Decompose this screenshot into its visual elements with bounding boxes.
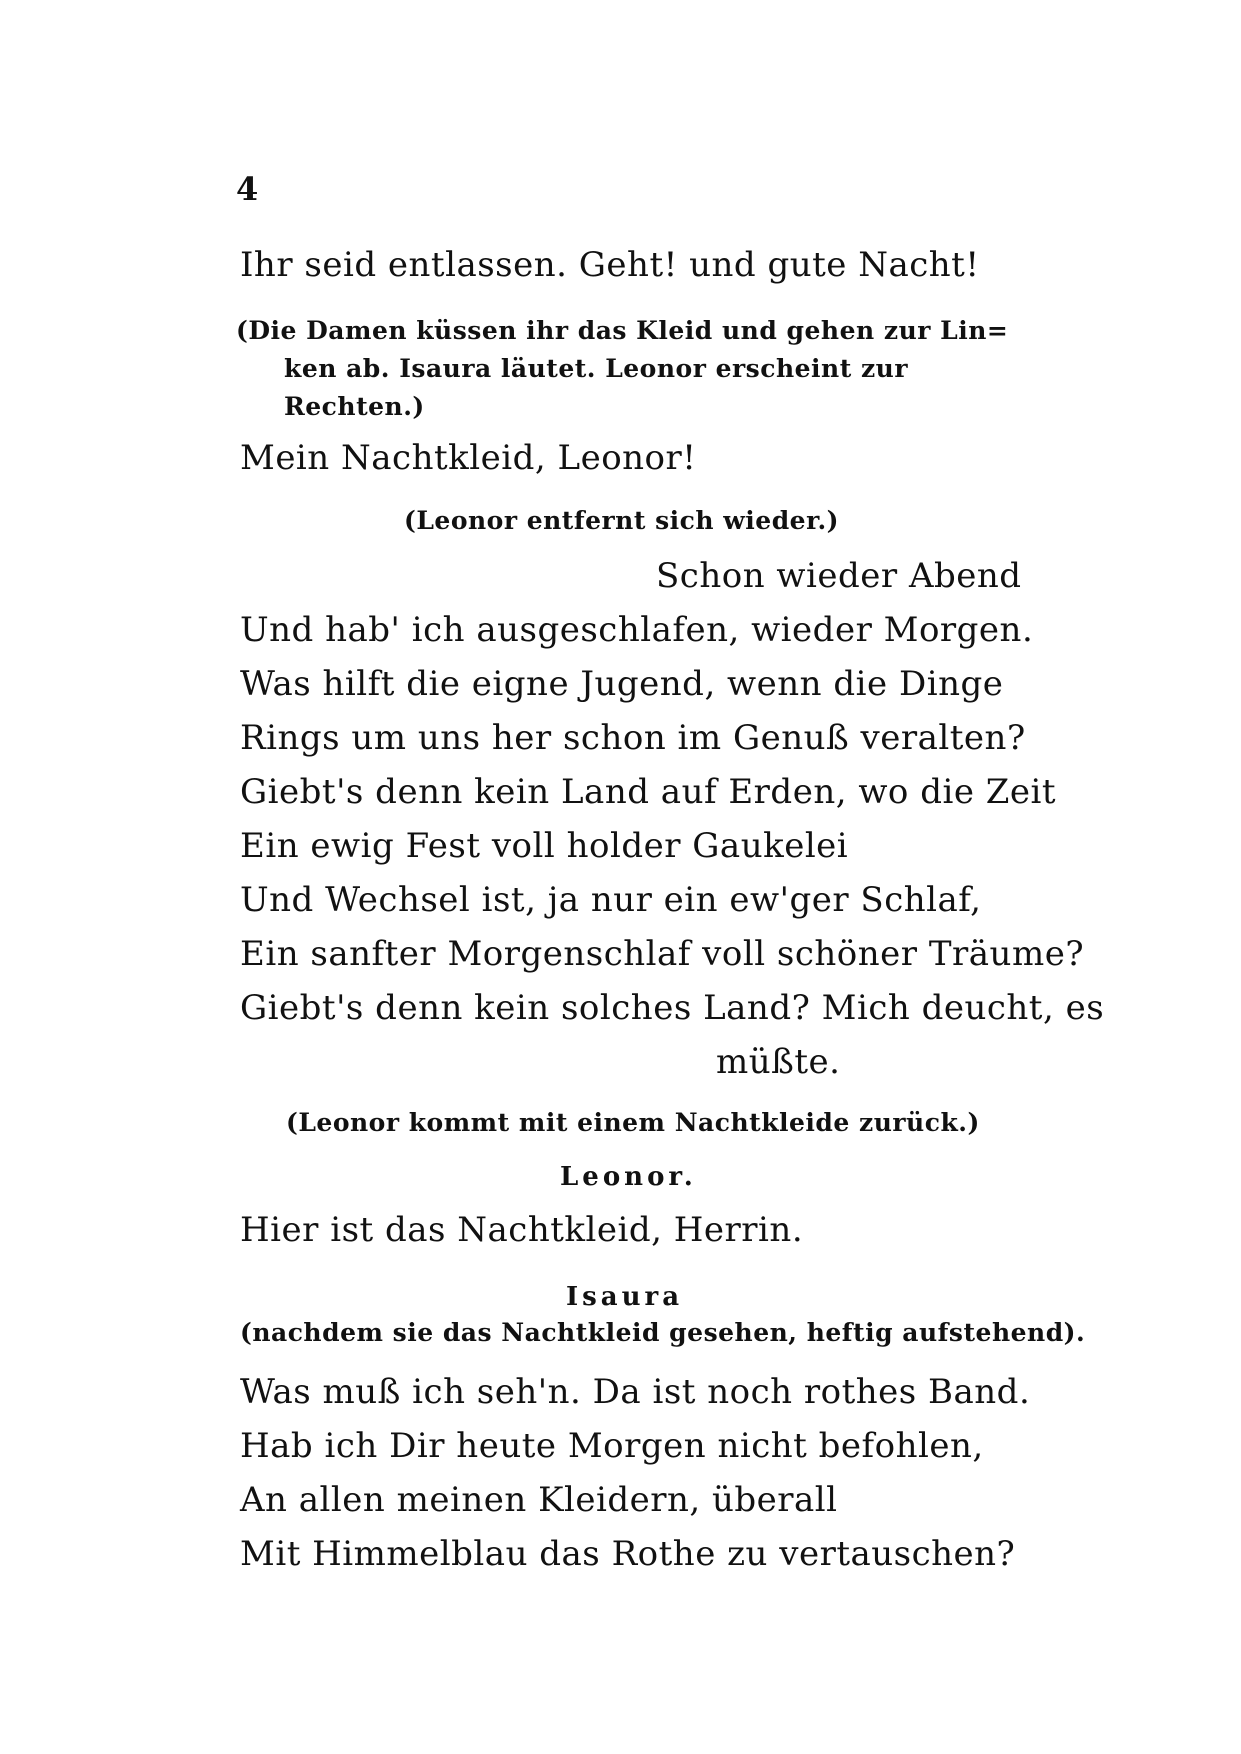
stage-direction: (Die Damen küssen ihr das Kleid und gehen zur Lin= [236,316,1009,345]
verse-line: Hier ist das Nachtkleid, Herrin. [240,1210,804,1250]
verse-line: Ein ewig Fest voll holder Gaukelei [240,826,849,866]
verse-line: Ein sanfter Morgenschlaf voll schöner Träume? [240,934,1085,974]
stage-direction: (Leonor kommt mit einem Nachtkleide zurück.) [286,1108,980,1137]
stage-direction: (nachdem sie das Nachtkleid gesehen, heftig aufstehend). [240,1318,1086,1347]
verse-line: Mein Nachtkleid, Leonor! [240,438,697,478]
speaker-name: Isaura [566,1282,684,1312]
stage-direction: (Leonor entfernt sich wieder.) [404,506,839,535]
stage-direction: Rechten.) [284,392,425,421]
page-number: 4 [236,170,259,208]
verse-line: Was muß ich seh'n. Da ist noch rothes Band. [240,1372,1031,1412]
verse-line: Und hab' ich ausgeschlafen, wieder Morgen. [240,610,1034,650]
verse-line: Und Wechsel ist, ja nur ein ew'ger Schlaf, [240,880,982,920]
verse-line: Giebt's denn kein solches Land? Mich deucht, es [240,988,1105,1028]
verse-line: Hab ich Dir heute Morgen nicht befohlen, [240,1426,984,1466]
stage-direction: ken ab. Isaura läutet. Leonor erscheint zur [284,354,909,383]
verse-line: An allen meinen Kleidern, überall [240,1480,838,1520]
verse-line: müßte. [716,1042,841,1082]
verse-line: Giebt's denn kein Land auf Erden, wo die Zeit [240,772,1057,812]
verse-line: Was hilft die eigne Jugend, wenn die Dinge [240,664,1004,704]
verse-line: Schon wieder Abend [656,556,1022,596]
verse-line: Mit Himmelblau das Rothe zu vertauschen? [240,1534,1016,1574]
verse-line: Rings um uns her schon im Genuß veralten? [240,718,1026,758]
verse-line: Ihr seid entlassen. Geht! und gute Nacht! [240,245,980,285]
speaker-name: Leonor. [560,1162,697,1192]
